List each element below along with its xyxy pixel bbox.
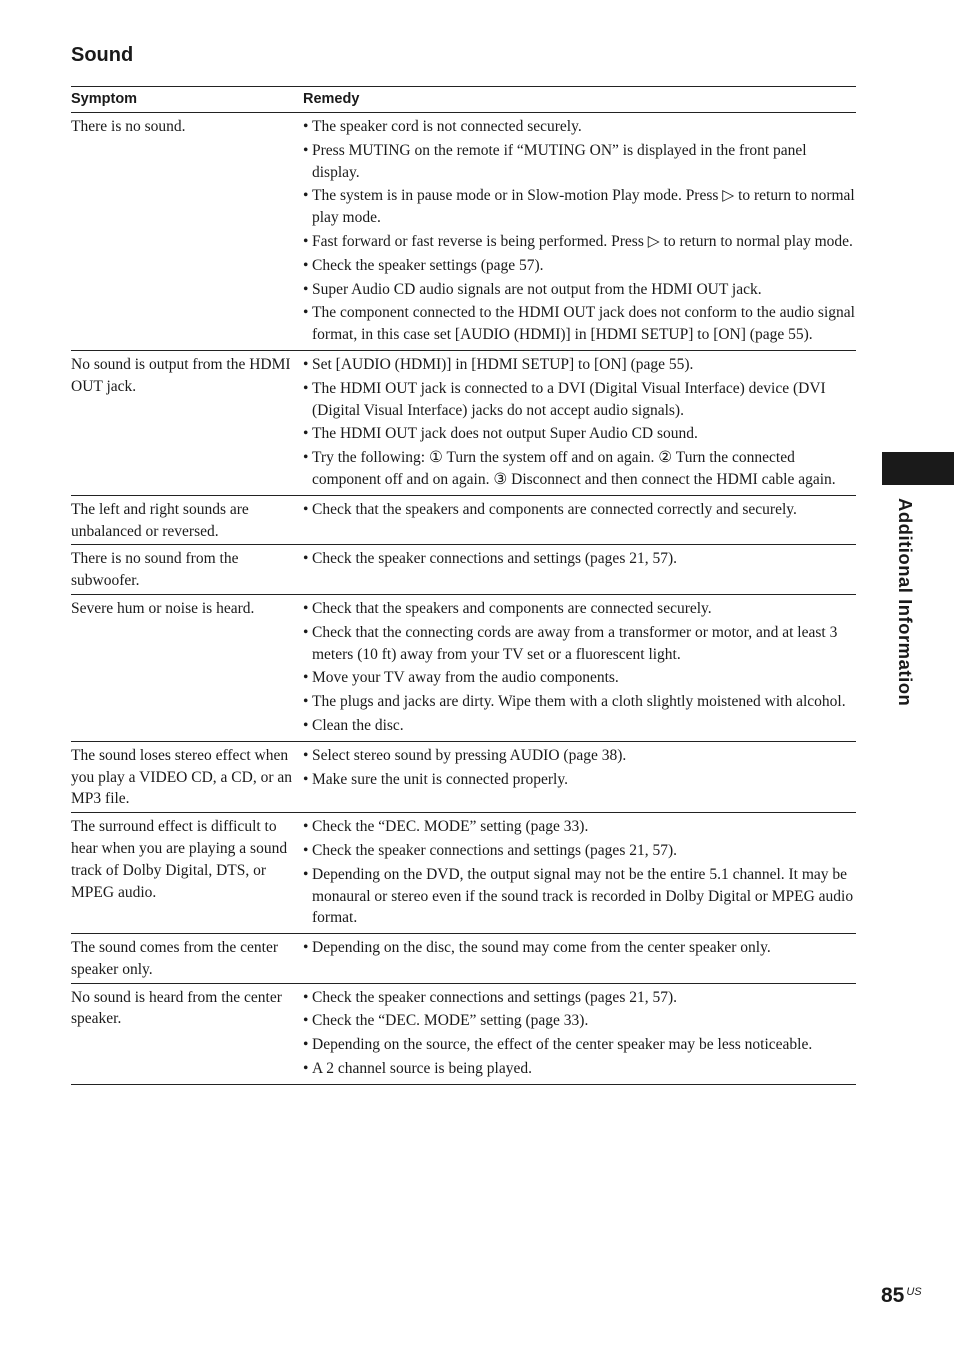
remedy-cell — [303, 495, 856, 545]
table-row — [71, 983, 856, 1084]
symptom-cell: No sound is output from the HDMI OUT jack. — [71, 350, 303, 495]
remedy-item: • The HDMI OUT jack does not output Super Audio CD sound. — [303, 423, 856, 445]
section-title: Sound — [71, 44, 134, 66]
symptom-cell: There is no sound from the subwoofer. — [71, 545, 303, 595]
table-row — [71, 934, 856, 984]
table-row — [71, 113, 856, 351]
remedy-item: • Check the “DEC. MODE” setting (page 33). — [303, 1010, 856, 1032]
remedy-item: • Clean the disc. — [303, 715, 856, 737]
remedy-list — [303, 499, 856, 521]
remedy-cell — [303, 983, 856, 1084]
symptom-cell: Severe hum or noise is heard. — [71, 594, 303, 741]
table-row — [71, 350, 856, 495]
symptom-cell: The sound loses stereo effect when you play a VIDEO CD, a CD, or an MP3 file. — [71, 741, 303, 812]
remedy-item: • Check the “DEC. MODE” setting (page 33). — [303, 816, 856, 838]
remedy-item: • The component connected to the HDMI OUT jack does not conform to the audio signal format, in this case set [AUDIO (HDMI)] in [HDMI SETUP] to [ON] (page 55). — [303, 302, 856, 346]
remedy-item: • Make sure the unit is connected properly. — [303, 769, 856, 791]
remedy-item: • Check the speaker connections and settings (pages 21, 57). — [303, 987, 856, 1009]
remedy-item: • Depending on the DVD, the output signal may not be the entire 5.1 channel. It may be monaural or stereo even if the sound track is recorded in Dolby Digital or MPEG audio format. — [303, 864, 856, 929]
symptom-header: Symptom — [71, 87, 303, 113]
page-number-value: 85 — [881, 1284, 905, 1307]
symptom-cell: The sound comes from the center speaker only. — [71, 934, 303, 984]
remedy-item: • Try the following: ① Turn the system off and on again. ② Turn the connected component off and on again. ③ Disconnect and then connect the HDMI cable again. — [303, 447, 856, 491]
remedy-item: • Super Audio CD audio signals are not output from the HDMI OUT jack. — [303, 279, 856, 301]
table-row — [71, 545, 856, 595]
remedy-cell — [303, 741, 856, 812]
side-tab-label: Additional Information — [895, 498, 916, 707]
remedy-cell — [303, 113, 856, 351]
remedy-list — [303, 937, 856, 959]
side-tab-marker — [882, 452, 954, 485]
remedy-item: • The speaker cord is not connected securely. — [303, 116, 856, 138]
remedy-item: • Move your TV away from the audio components. — [303, 667, 856, 689]
remedy-item: • Fast forward or fast reverse is being performed. Press ▷ to return to normal play mode. — [303, 231, 856, 253]
remedy-item: • Check the speaker connections and settings (pages 21, 57). — [303, 548, 856, 570]
remedy-list — [303, 987, 856, 1080]
remedy-list — [303, 116, 856, 346]
symptom-cell: No sound is heard from the center speaker. — [71, 983, 303, 1084]
remedy-item: • A 2 channel source is being played. — [303, 1058, 856, 1080]
remedy-list — [303, 816, 856, 929]
remedy-cell — [303, 545, 856, 595]
remedy-item: • Depending on the source, the effect of the center speaker may be less noticeable. — [303, 1034, 856, 1056]
page-number — [881, 1284, 922, 1308]
remedy-cell — [303, 594, 856, 741]
page-suffix: US — [906, 1286, 922, 1298]
table-row — [71, 813, 856, 934]
symptom-cell: The surround effect is difficult to hear when you are playing a sound track of Dolby Digital, DTS, or MPEG audio. — [71, 813, 303, 934]
remedy-item: • Check that the connecting cords are away from a transformer or motor, and at least 3 meters (10 ft) away from your TV set or a fluorescent light. — [303, 622, 856, 666]
remedy-item: • Check the speaker settings (page 57). — [303, 255, 856, 277]
table-row — [71, 594, 856, 741]
symptom-cell: There is no sound. — [71, 113, 303, 351]
table-header-row — [71, 87, 856, 113]
remedy-list — [303, 548, 856, 570]
remedy-item: • The system is in pause mode or in Slow-motion Play mode. Press ▷ to return to normal play mode. — [303, 185, 856, 229]
remedy-list — [303, 354, 856, 491]
remedy-cell — [303, 934, 856, 984]
remedy-item: • Check the speaker connections and settings (pages 21, 57). — [303, 840, 856, 862]
remedy-item: • Check that the speakers and components are connected securely. — [303, 598, 856, 620]
remedy-item: • The HDMI OUT jack is connected to a DVI (Digital Visual Interface) device (DVI (Digital Visual Interface) jacks do not accept audio signals). — [303, 378, 856, 422]
sound-table — [71, 86, 856, 1085]
remedy-item: • Check that the speakers and components are connected correctly and securely. — [303, 499, 856, 521]
symptom-cell: The left and right sounds are unbalanced or reversed. — [71, 495, 303, 545]
remedy-header: Remedy — [303, 87, 856, 113]
remedy-item: • Set [AUDIO (HDMI)] in [HDMI SETUP] to [ON] (page 55). — [303, 354, 856, 376]
remedy-item: • Select stereo sound by pressing AUDIO (page 38). — [303, 745, 856, 767]
remedy-item: • Press MUTING on the remote if “MUTING ON” is displayed in the front panel display. — [303, 140, 856, 184]
remedy-list — [303, 598, 856, 737]
table-row — [71, 495, 856, 545]
table-row — [71, 741, 856, 812]
remedy-cell — [303, 813, 856, 934]
remedy-item: • The plugs and jacks are dirty. Wipe them with a cloth slightly moistened with alcohol. — [303, 691, 856, 713]
remedy-cell — [303, 350, 856, 495]
remedy-list — [303, 745, 856, 791]
troubleshooting-table — [71, 86, 856, 1085]
remedy-item: • Depending on the disc, the sound may come from the center speaker only. — [303, 937, 856, 959]
